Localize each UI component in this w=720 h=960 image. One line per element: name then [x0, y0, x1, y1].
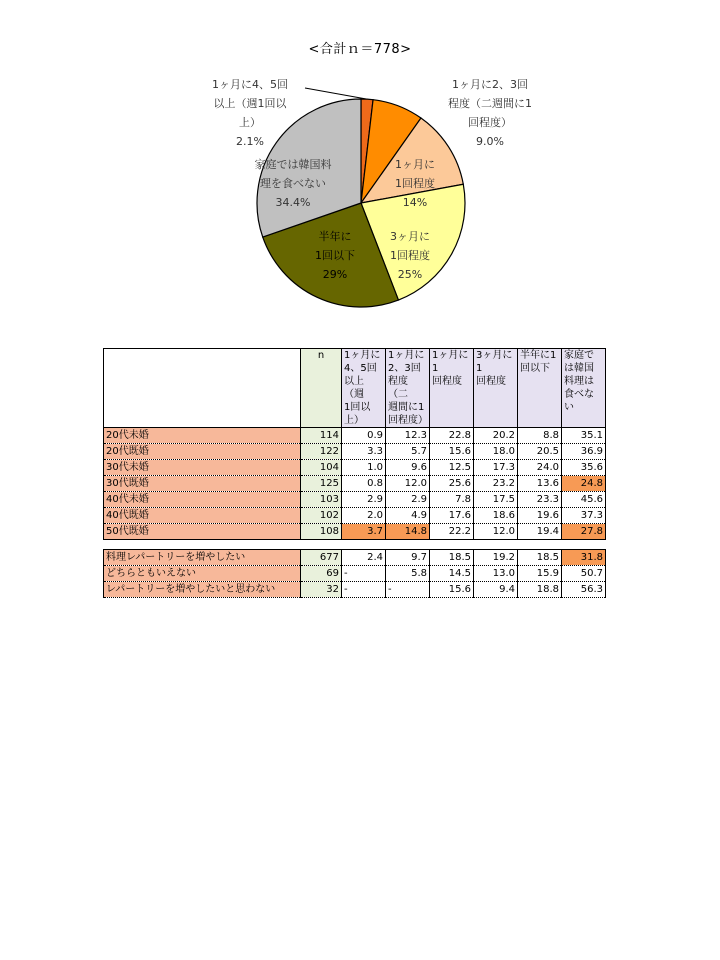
- table-cell: 2.9: [342, 492, 386, 508]
- table-cell: 114: [301, 428, 342, 444]
- header-blank: [104, 349, 301, 428]
- table-cell: 15.6: [430, 582, 474, 598]
- table-cell: 18.0: [474, 444, 518, 460]
- table-cell: 19.6: [518, 508, 562, 524]
- table-cell: 104: [301, 460, 342, 476]
- chart-title: <合計ｎ＝778>: [308, 42, 412, 57]
- table-cell: 32: [301, 582, 342, 598]
- slice-label-6: 家庭では韓国料理を食べない 34.4%: [254, 158, 332, 209]
- table-row: [104, 492, 606, 508]
- table-cell: -: [342, 566, 386, 582]
- table-row: [104, 582, 606, 598]
- table-cell: -: [342, 582, 386, 598]
- table-cell: 13.6: [518, 476, 562, 492]
- column-header-4: [474, 349, 518, 428]
- table-cell: 108: [301, 524, 342, 540]
- table-cell: 45.6: [562, 492, 606, 508]
- table-cell: 3.7: [342, 524, 386, 540]
- slice-label-1: 1ヶ月に4、5回以上（週1回以上） 2.1%: [212, 78, 288, 148]
- table-cell: 5.8: [386, 566, 430, 582]
- table-cell: 27.8: [562, 524, 606, 540]
- table-cell: 9.4: [474, 582, 518, 598]
- table-cell: 8.8: [518, 428, 562, 444]
- header-line: は韓国: [564, 363, 594, 374]
- column-header-1: [342, 349, 386, 428]
- table-cell: 125: [301, 476, 342, 492]
- pie-chart: [0, 0, 720, 340]
- table-cell: 1.0: [342, 460, 386, 476]
- row-label: 30代未婚: [104, 460, 301, 476]
- table-cell: 3.3: [342, 444, 386, 460]
- header-line: い: [564, 402, 574, 413]
- header-line: 4、5回: [344, 363, 377, 374]
- table-row: [104, 476, 606, 492]
- table-cell: 23.2: [474, 476, 518, 492]
- table-cell: 102: [301, 508, 342, 524]
- data-table: [103, 348, 606, 598]
- row-label: 50代既婚: [104, 524, 301, 540]
- header-line: 家庭で: [564, 350, 594, 361]
- table-cell: 31.8: [562, 550, 606, 566]
- row-label: どちらともいえない: [104, 566, 301, 582]
- table-cell: 22.8: [430, 428, 474, 444]
- table-cell: 14.5: [430, 566, 474, 582]
- table-cell: 12.5: [430, 460, 474, 476]
- column-header-3: [430, 349, 474, 428]
- row-label: 料理レパートリーを増やしたい: [104, 550, 301, 566]
- table-cell: 2.0: [342, 508, 386, 524]
- table-row: [104, 460, 606, 476]
- column-header-2: [386, 349, 430, 428]
- table-cell: 13.0: [474, 566, 518, 582]
- group-gap: [104, 540, 606, 550]
- table-cell: 9.6: [386, 460, 430, 476]
- table-row: [104, 428, 606, 444]
- table-cell: 18.6: [474, 508, 518, 524]
- header-line: 回程度: [476, 376, 506, 387]
- table-cell: 24.0: [518, 460, 562, 476]
- table-cell: 0.8: [342, 476, 386, 492]
- table-cell: 24.8: [562, 476, 606, 492]
- table-cell: 9.7: [386, 550, 430, 566]
- table-cell: 35.1: [562, 428, 606, 444]
- header-line: 1ヶ月に: [344, 350, 381, 361]
- row-label: 20代既婚: [104, 444, 301, 460]
- table-cell: 23.3: [518, 492, 562, 508]
- table-body: [104, 349, 606, 598]
- row-label: レパートリーを増やしたいと思わない: [104, 582, 301, 598]
- table-cell: 12.0: [386, 476, 430, 492]
- table-cell: 69: [301, 566, 342, 582]
- table-cell: 20.2: [474, 428, 518, 444]
- row-label: 30代既婚: [104, 476, 301, 492]
- header-line: 1ヶ月に1: [432, 350, 469, 374]
- table-cell: 18.8: [518, 582, 562, 598]
- table-cell: 19.4: [518, 524, 562, 540]
- header-line: 回程度: [432, 376, 462, 387]
- column-header-5: [518, 349, 562, 428]
- header-line: 2、3回: [388, 363, 421, 374]
- header-line: n: [317, 350, 325, 361]
- column-header-0: [301, 349, 342, 428]
- table-cell: 15.6: [430, 444, 474, 460]
- gap-cell: [104, 540, 606, 550]
- table-cell: 4.9: [386, 508, 430, 524]
- table-row: [104, 566, 606, 582]
- table-cell: 12.3: [386, 428, 430, 444]
- table-cell: 37.3: [562, 508, 606, 524]
- slice-label-2: 1ヶ月に2、3回程度（二週間に1 回程度） 9.0%: [448, 78, 532, 148]
- table-row: [104, 444, 606, 460]
- table-cell: -: [386, 582, 430, 598]
- row-label: 40代未婚: [104, 492, 301, 508]
- table-cell: 25.6: [430, 476, 474, 492]
- table-cell: 36.9: [562, 444, 606, 460]
- table-cell: 15.9: [518, 566, 562, 582]
- header-line: 回程度）: [388, 415, 428, 426]
- table-cell: 50.7: [562, 566, 606, 582]
- leader-line-1: [305, 88, 367, 99]
- table-cell: 677: [301, 550, 342, 566]
- header-line: 1回以: [344, 402, 371, 413]
- table-cell: 22.2: [430, 524, 474, 540]
- table-row: [104, 550, 606, 566]
- table-cell: 103: [301, 492, 342, 508]
- table-cell: 18.5: [430, 550, 474, 566]
- table-cell: 2.4: [342, 550, 386, 566]
- table-cell: 14.8: [386, 524, 430, 540]
- table-row: [104, 524, 606, 540]
- table-cell: 0.9: [342, 428, 386, 444]
- header-line: 3ヶ月に1: [476, 350, 513, 374]
- slice-label-5: 半年に 1回以下 29%: [315, 230, 355, 281]
- table-cell: 12.0: [474, 524, 518, 540]
- table-cell: 17.6: [430, 508, 474, 524]
- table-cell: 17.5: [474, 492, 518, 508]
- table-row: [104, 508, 606, 524]
- leader-lines: [305, 88, 367, 99]
- table-cell: 122: [301, 444, 342, 460]
- header-line: 上）: [344, 415, 364, 426]
- slice-label-3: 1ヶ月に 1回程度 14%: [395, 158, 435, 209]
- header-line: 料理は: [564, 376, 594, 387]
- header-line: 程度（二: [388, 376, 408, 400]
- header-line: 食べな: [564, 389, 594, 400]
- slice-label-4: 3ヶ月に 1回程度 25%: [390, 230, 430, 281]
- row-label: 40代既婚: [104, 508, 301, 524]
- table-cell: 2.9: [386, 492, 430, 508]
- table-cell: 7.8: [430, 492, 474, 508]
- table-cell: 17.3: [474, 460, 518, 476]
- header-line: 回以下: [520, 363, 550, 374]
- table-cell: 18.5: [518, 550, 562, 566]
- table-cell: 35.6: [562, 460, 606, 476]
- header-line: 以上（週: [344, 376, 364, 400]
- header-line: 週間に1: [388, 402, 425, 413]
- header-row: [104, 349, 606, 428]
- row-label: 20代未婚: [104, 428, 301, 444]
- table-cell: 19.2: [474, 550, 518, 566]
- column-header-6: [562, 349, 606, 428]
- table-cell: 5.7: [386, 444, 430, 460]
- header-line: 半年に1: [520, 350, 557, 361]
- header-line: 1ヶ月に: [388, 350, 425, 361]
- table-cell: 20.5: [518, 444, 562, 460]
- table-cell: 56.3: [562, 582, 606, 598]
